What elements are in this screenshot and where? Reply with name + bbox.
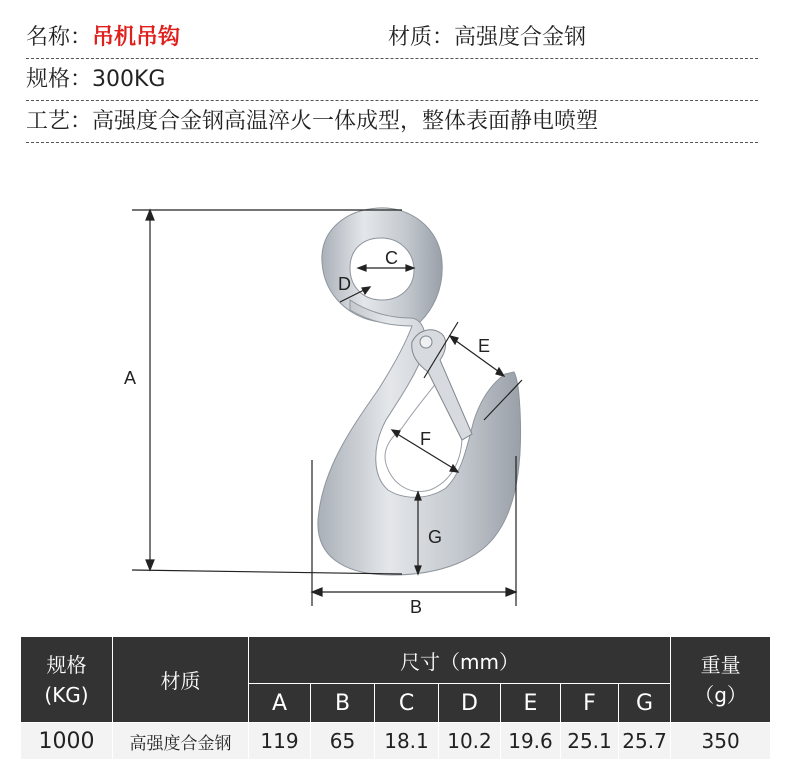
cell-size-c: 18.1 [375,723,439,760]
dim-label-g: G [428,527,443,547]
dim-e-arrow-1 [450,336,458,344]
dim-label-e: E [478,336,491,356]
header-size-c: C [375,684,439,723]
header-size: 尺寸（mm） [249,637,671,684]
dim-c-arrow-right [406,265,414,271]
cell-size-a: 119 [249,723,311,760]
dim-a-arrow-top [146,210,154,220]
spec-table [20,636,771,760]
header-material: 材质 [113,637,249,723]
cell-size-e: 19.6 [501,723,561,760]
header-size-g: G [619,684,671,723]
dim-label-b: B [410,597,423,617]
dim-label-a: A [124,368,137,388]
header-spec: 规格 (KG) [21,637,113,723]
dim-g-arrow-top [415,492,421,500]
latch-pin [420,336,432,348]
spec-label: 规格： [26,67,93,92]
name-value: 吊机吊钩 [92,25,181,50]
hook-image [318,208,521,575]
dim-label-d: D [338,274,351,294]
header-size-d: D [439,684,501,723]
dim-b-arrow-right [506,588,516,596]
cell-spec: 1000 [21,723,113,760]
cell-material: 高强度合金钢 [113,723,249,760]
cell-size-g: 25.7 [619,723,671,760]
dim-d-arrow [362,287,370,294]
header-weight: 重量 （g） [671,637,771,723]
process-value: 高强度合金钢高温淬火一体成型，整体表面静电喷塑 [92,109,599,134]
material-value: 高强度合金钢 [454,25,587,50]
dim-label-c: C [385,248,398,268]
cell-size-b: 65 [311,723,375,760]
dim-e-arrow-2 [496,368,504,376]
cell-weight: 350 [671,723,771,760]
dim-e-line [452,338,502,374]
dim-label-f: F [420,429,431,449]
header-size-a: A [249,684,311,723]
hook-eye [322,208,442,322]
dim-a-arrow-bottom [146,560,154,570]
cell-size-d: 10.2 [439,723,501,760]
spec-value: 300KG [92,67,166,92]
dim-b-arrow-left [312,588,322,596]
process-label: 工艺： [26,109,93,134]
header-size-e: E [501,684,561,723]
header-size-b: B [311,684,375,723]
name-label: 名称： [26,25,93,50]
dim-c-arrow-left [358,265,366,271]
cell-size-f: 25.1 [561,723,619,760]
header-size-f: F [561,684,619,723]
table-row [21,723,771,760]
material-label: 材质： [388,25,455,50]
